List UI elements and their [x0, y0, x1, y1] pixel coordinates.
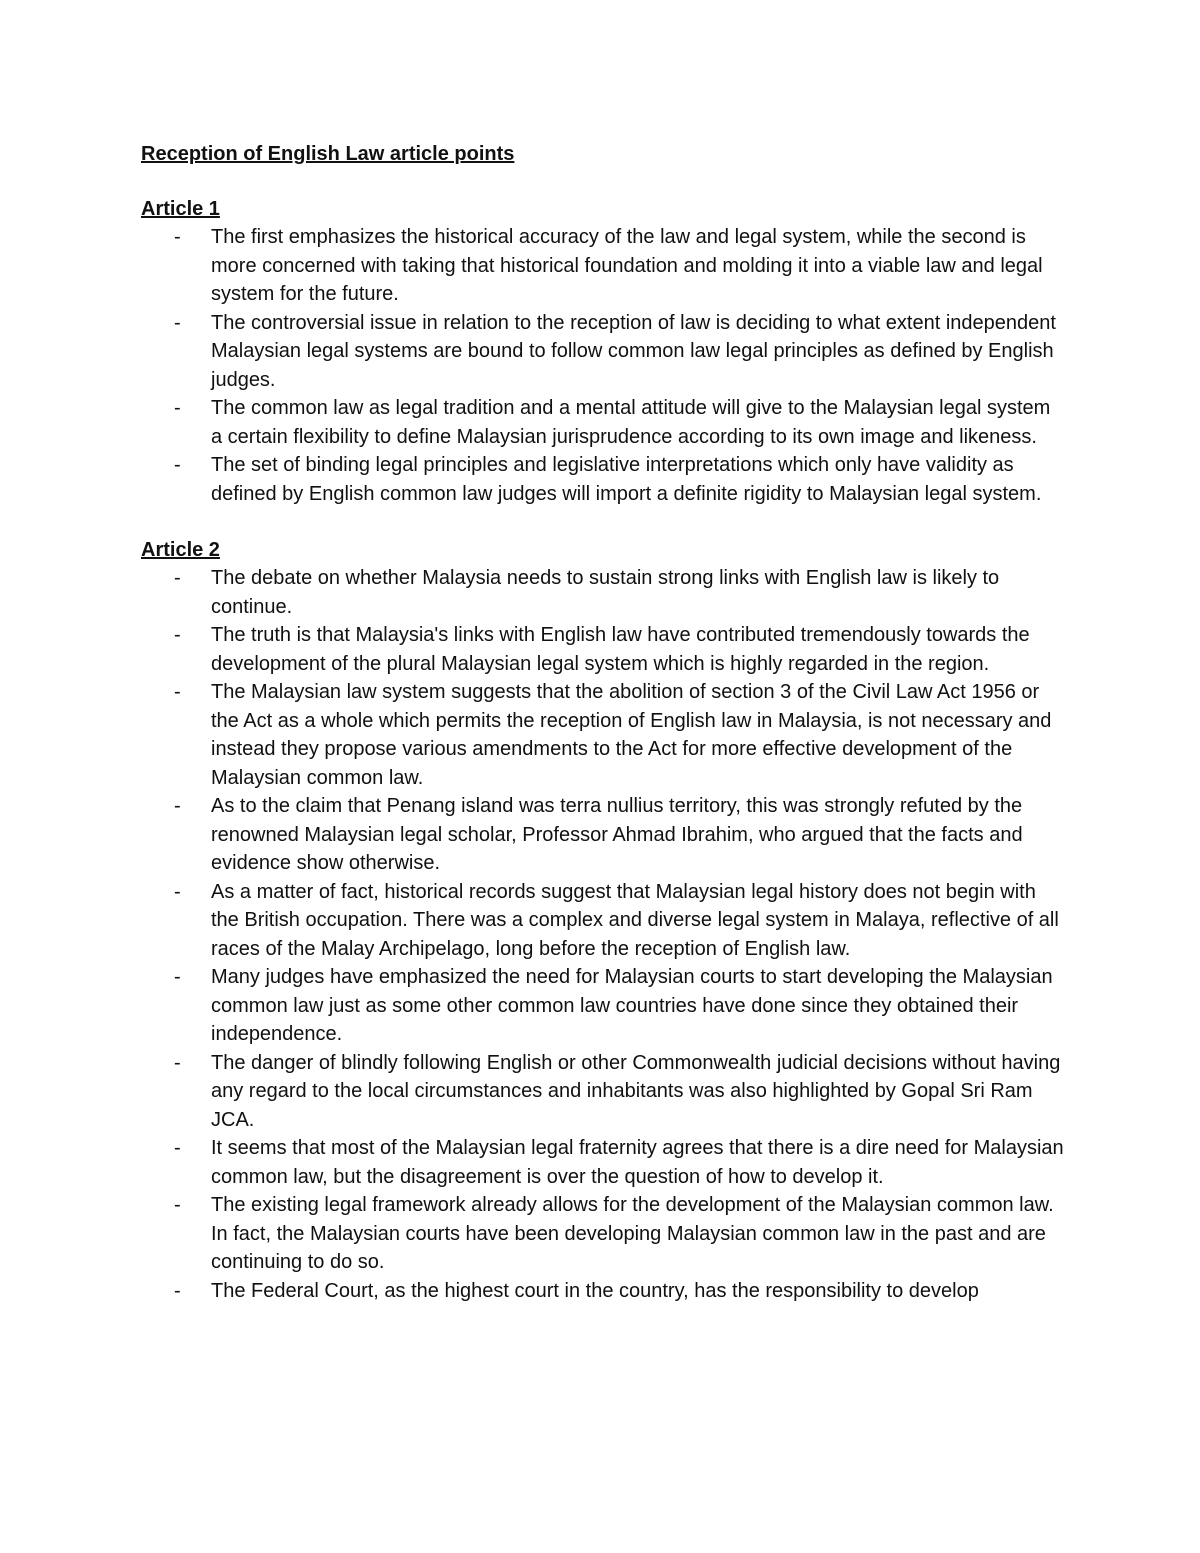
- list-item: [141, 394, 1066, 451]
- section-heading: Article 1: [141, 198, 220, 220]
- list-item: [141, 963, 1066, 1049]
- list-item-text: As to the claim that Penang island was terra nullius territory, this was strongly refuted by the renowned Malaysian legal scholar, Professor Ahmad Ibrahim, who argued that the facts and evidence show otherwise.: [211, 795, 1023, 874]
- list-item-text: Many judges have emphasized the need for Malaysian courts to start developing the Malaysian common law just as some other common law countries have done since they obtained their independence.: [211, 966, 1053, 1045]
- list-item-text: The first emphasizes the historical accuracy of the law and legal system, while the second is more concerned with taking that historical foundation and molding it into a viable law and legal system for the future.: [211, 226, 1043, 305]
- list-item-text: The common law as legal tradition and a mental attitude will give to the Malaysian legal system a certain flexibility to define Malaysian jurisprudence according to its own image and likeness.: [211, 397, 1051, 448]
- dash-bullet: -: [174, 966, 181, 988]
- dash-bullet: -: [174, 795, 181, 817]
- list-item-text: The debate on whether Malaysia needs to sustain strong links with English law is likely to continue.: [211, 567, 1000, 618]
- dash-bullet: -: [174, 681, 181, 703]
- dash-bullet: -: [174, 311, 181, 334]
- section-heading: Article 2: [141, 539, 220, 561]
- list-item: [141, 1277, 1066, 1306]
- list-item: [141, 1049, 1066, 1135]
- dash-bullet: -: [174, 1137, 181, 1159]
- list-item: [141, 792, 1066, 878]
- list-item-text: The controversial issue in relation to the reception of law is deciding to what extent independent Malaysian legal systems are bound to follow common law legal principles as defined by English judges.: [211, 311, 1056, 391]
- list-item: [141, 223, 1066, 309]
- dash-bullet: -: [174, 880, 181, 903]
- dash-bullet: -: [174, 1194, 181, 1216]
- article-2-section: [141, 536, 1066, 1305]
- dash-bullet: -: [174, 1279, 181, 1302]
- bullet-list: [141, 564, 1066, 1305]
- list-item: [141, 451, 1066, 508]
- dash-bullet: -: [174, 1051, 181, 1074]
- dash-bullet: -: [174, 567, 181, 589]
- dash-bullet: -: [174, 454, 181, 476]
- list-item-text: It seems that most of the Malaysian legal fraternity agrees that there is a dire need for Malaysian common law, but the disagreement is over the question of how to develop it.: [211, 1137, 1064, 1188]
- dash-bullet: -: [174, 226, 181, 248]
- list-item-text: The existing legal framework already allows for the development of the Malaysian common law. In fact, the Malaysian courts have been developing Malaysian common law in the past and are continuing to do so.: [211, 1194, 1054, 1273]
- list-item: [141, 878, 1066, 964]
- list-item: [141, 621, 1066, 678]
- list-item: [141, 564, 1066, 621]
- list-item-text: As a matter of fact, historical records suggest that Malaysian legal history does not begin with the British occupation. There was a complex and diverse legal system in Malaya, reflective of all races of the Malay Archipelago, long before the reception of English law.: [211, 880, 1059, 960]
- list-item: [141, 1191, 1066, 1277]
- dash-bullet: -: [174, 397, 181, 419]
- list-item: [141, 1134, 1066, 1191]
- article-1-section: [141, 195, 1066, 508]
- list-item-text: The Federal Court, as the highest court in the country, has the responsibility to develop: [211, 1279, 979, 1302]
- dash-bullet: -: [174, 624, 181, 646]
- document-title: Reception of English Law article points: [141, 143, 515, 165]
- list-item-text: The Malaysian law system suggests that the abolition of section 3 of the Civil Law Act 1956 or the Act as a whole which permits the reception of English law in Malaysia, is not necessary and instead they propose various amendments to the Act for more effective development of the Malaysian common law.: [211, 681, 1052, 789]
- list-item-text: The set of binding legal principles and legislative interpretations which only have validity as defined by English common law judges will import a definite rigidity to Malaysian legal system.: [211, 454, 1042, 505]
- list-item-text: The danger of blindly following English or other Commonwealth judicial decisions without having any regard to the local circumstances and inhabitants was also highlighted by Gopal Sri Ram JCA.: [211, 1051, 1061, 1131]
- list-item: [141, 678, 1066, 792]
- bullet-list: [141, 223, 1066, 508]
- document-page: [141, 138, 1066, 1333]
- list-item-text: The truth is that Malaysia's links with English law have contributed tremendously towards the development of the plural Malaysian legal system which is highly regarded in the region.: [211, 624, 1030, 675]
- list-item: [141, 309, 1066, 395]
